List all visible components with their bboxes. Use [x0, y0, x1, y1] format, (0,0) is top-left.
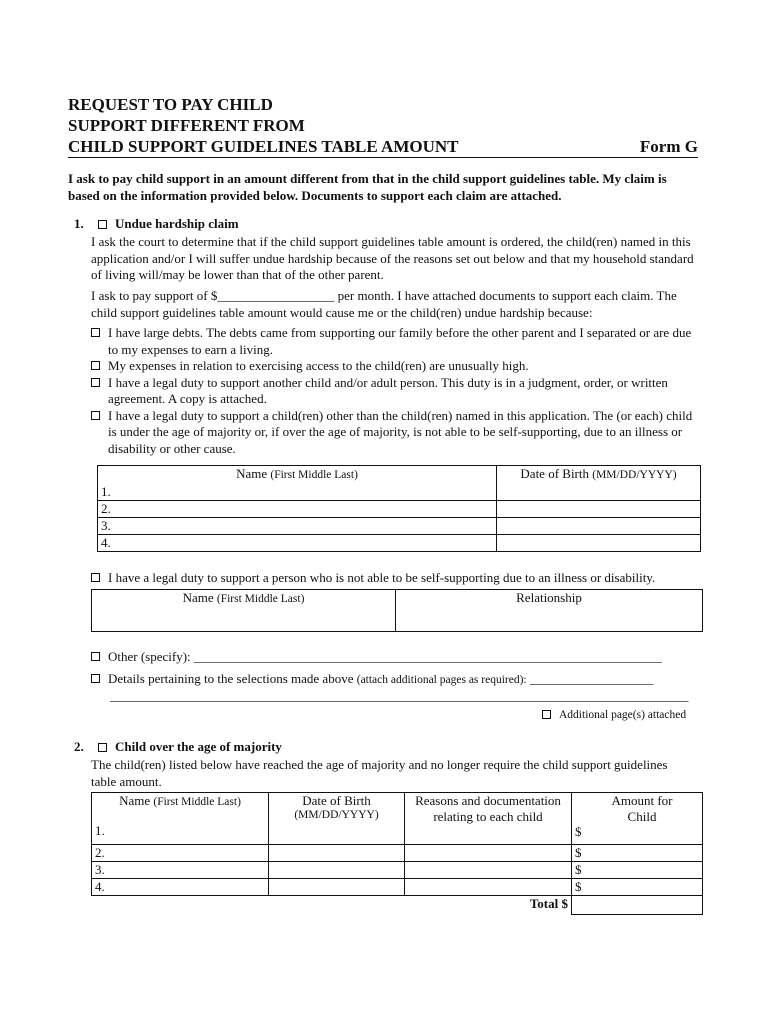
section-1 [74, 216, 704, 233]
dependent-name-sub: (First Middle Last) [216, 593, 305, 605]
amount-cell[interactable]: $ [572, 879, 703, 896]
option-text: I have a legal duty to support a child(ren) other than the child(ren) named in this application. The (or each) child is under the age of majority or, if over the age of majority, is not able to be self-supporting, due to an illness or disability or other cause. [108, 407, 693, 456]
name-header-main: Name [236, 466, 268, 481]
large-debts-checkbox[interactable] [91, 328, 100, 337]
currency-symbol: $ [575, 824, 582, 839]
name-cell[interactable]: 4. [98, 535, 497, 552]
amount-cell[interactable]: $ [572, 862, 703, 879]
total-amount-cell[interactable] [572, 896, 703, 915]
total-row [92, 896, 703, 915]
dob-header-sub: (MM/DD/YYYY) [592, 469, 677, 481]
dob-cell[interactable] [269, 879, 405, 896]
details-sub: (attach additional pages as required): [356, 674, 527, 686]
dob-cell[interactable] [497, 535, 701, 552]
child-over-majority-checkbox[interactable] [98, 743, 107, 752]
intro-text: I ask to pay child support in an amount different from that in the child support guidelines table. My claim is based on the information provided below. Documents to support each claim are attached. [68, 171, 667, 203]
relationship-header: Relationship [396, 590, 703, 632]
majority-table [91, 792, 703, 915]
majority-dob-header [269, 793, 405, 845]
name-cell[interactable]: 3. [92, 862, 269, 879]
dob-cell[interactable] [497, 518, 701, 535]
row-number: 1. [95, 823, 105, 838]
majority-name-main: Name [119, 793, 151, 808]
spacer-cell [269, 896, 405, 915]
title-line-2: SUPPORT DIFFERENT FROM [68, 116, 305, 135]
self-supporting-checkbox[interactable] [91, 573, 100, 582]
form-title [68, 94, 708, 158]
table-row [98, 535, 701, 552]
section-2-number: 2. [74, 739, 84, 754]
title-line-1: REQUEST TO PAY CHILD [68, 95, 273, 114]
section-2-para: The child(ren) listed below have reached the age of majority and no longer require the child support guidelines table amount. [91, 757, 668, 789]
other-text[interactable]: Other (specify): ________________________________________________________________________ [108, 649, 662, 664]
dob-cell[interactable] [497, 501, 701, 518]
option-legal-duty-child [91, 408, 703, 458]
section-2-header [74, 739, 704, 756]
reasons-cell[interactable] [405, 862, 572, 879]
option-text: My expenses in relation to exercising access to the child(ren) are unusually high. [108, 358, 529, 373]
access-expenses-checkbox[interactable] [91, 361, 100, 370]
title-line-3-row [68, 136, 698, 158]
option-large-debts [91, 325, 703, 358]
legal-duty-other-checkbox[interactable] [91, 378, 100, 387]
children-table [97, 465, 701, 552]
dob-cell[interactable] [269, 845, 405, 862]
row-number: 1. [101, 484, 111, 499]
details-line-2[interactable]: _________________________________________________________________________________________ [110, 688, 689, 703]
name-cell[interactable]: 3. [98, 518, 497, 535]
details-checkbox[interactable] [91, 674, 100, 683]
table-row [92, 862, 703, 879]
form-label: Form G [639, 137, 698, 156]
section-1-para2: I ask to pay support of $__________________ per month. I have attached documents to support each claim. The child support guidelines table amount would cause me or the child(ren) undue hardship because: [91, 288, 677, 320]
additional-pages [542, 706, 686, 724]
option-legal-duty-other [91, 375, 703, 408]
details-main: Details pertaining to the selections made above [108, 671, 354, 686]
spacer-cell [92, 896, 269, 915]
majority-dob-sub: (MM/DD/YYYY) [294, 809, 379, 821]
title-line-3: CHILD SUPPORT GUIDELINES TABLE AMOUNT [68, 137, 459, 156]
name-header [98, 466, 497, 501]
amount-header [572, 793, 703, 845]
reasons-cell[interactable] [405, 879, 572, 896]
hardship-options [91, 325, 703, 457]
total-label: Total $ [405, 896, 572, 915]
option-other [91, 649, 703, 666]
reasons-header: Reasons and documentation relating to each child [405, 793, 572, 845]
dob-cell[interactable] [269, 862, 405, 879]
other-checkbox[interactable] [91, 652, 100, 661]
section-1-para1: I ask the court to determine that if the child support guidelines table amount is ordered, the child(ren) named in this application and/or I will suffer undue hardship because of the reasons set out below and that my household standard of living will/may be lower than that of the other parent. [91, 234, 694, 282]
table-row [92, 845, 703, 862]
name-cell[interactable]: 2. [92, 845, 269, 862]
option-text: I have large debts. The debts came from supporting our family before the other parent and I separated or are due to my expenses to earn a living. [108, 325, 692, 357]
name-header-sub: (First Middle Last) [270, 469, 358, 481]
option-text: I have a legal duty to support a person who is not able to be self-supporting due to an illness or disability. [108, 570, 656, 585]
dependent-name-main: Name [182, 590, 214, 605]
legal-duty-child-checkbox[interactable] [91, 411, 100, 420]
option-details [91, 671, 703, 689]
majority-dob-main: Date of Birth [302, 793, 371, 808]
option-access-expenses [91, 358, 703, 375]
reasons-cell[interactable] [405, 845, 572, 862]
section-2-heading: Child over the age of majority [115, 739, 282, 754]
section-1-number: 1. [74, 216, 84, 231]
additional-pages-label: Additional page(s) attached [559, 709, 687, 721]
name-cell[interactable]: 4. [92, 879, 269, 896]
additional-pages-checkbox[interactable] [542, 710, 551, 719]
option-text: I have a legal duty to support another child and/or adult person. This duty is in a judgment, order, or written agreement. A copy is attached. [108, 374, 668, 406]
dependent-table [91, 589, 703, 632]
amount-cell[interactable]: $ [572, 845, 703, 862]
table-row [98, 501, 701, 518]
option-self-supporting [91, 570, 703, 587]
dob-header-main: Date of Birth [520, 466, 589, 481]
table-row [92, 879, 703, 896]
section-1-heading: Undue hardship claim [115, 216, 239, 231]
dependent-name-header [92, 590, 396, 632]
undue-hardship-checkbox[interactable] [98, 220, 107, 229]
dob-header [497, 466, 701, 501]
section-1-header [74, 216, 704, 233]
majority-name-sub: (First Middle Last) [153, 796, 241, 808]
name-cell[interactable]: 2. [98, 501, 497, 518]
amount-header-label: Amount for Child [611, 793, 673, 824]
majority-name-header [92, 793, 269, 845]
details-line[interactable]: ___________________ [529, 671, 654, 686]
table-row [98, 518, 701, 535]
section-2 [74, 739, 704, 756]
